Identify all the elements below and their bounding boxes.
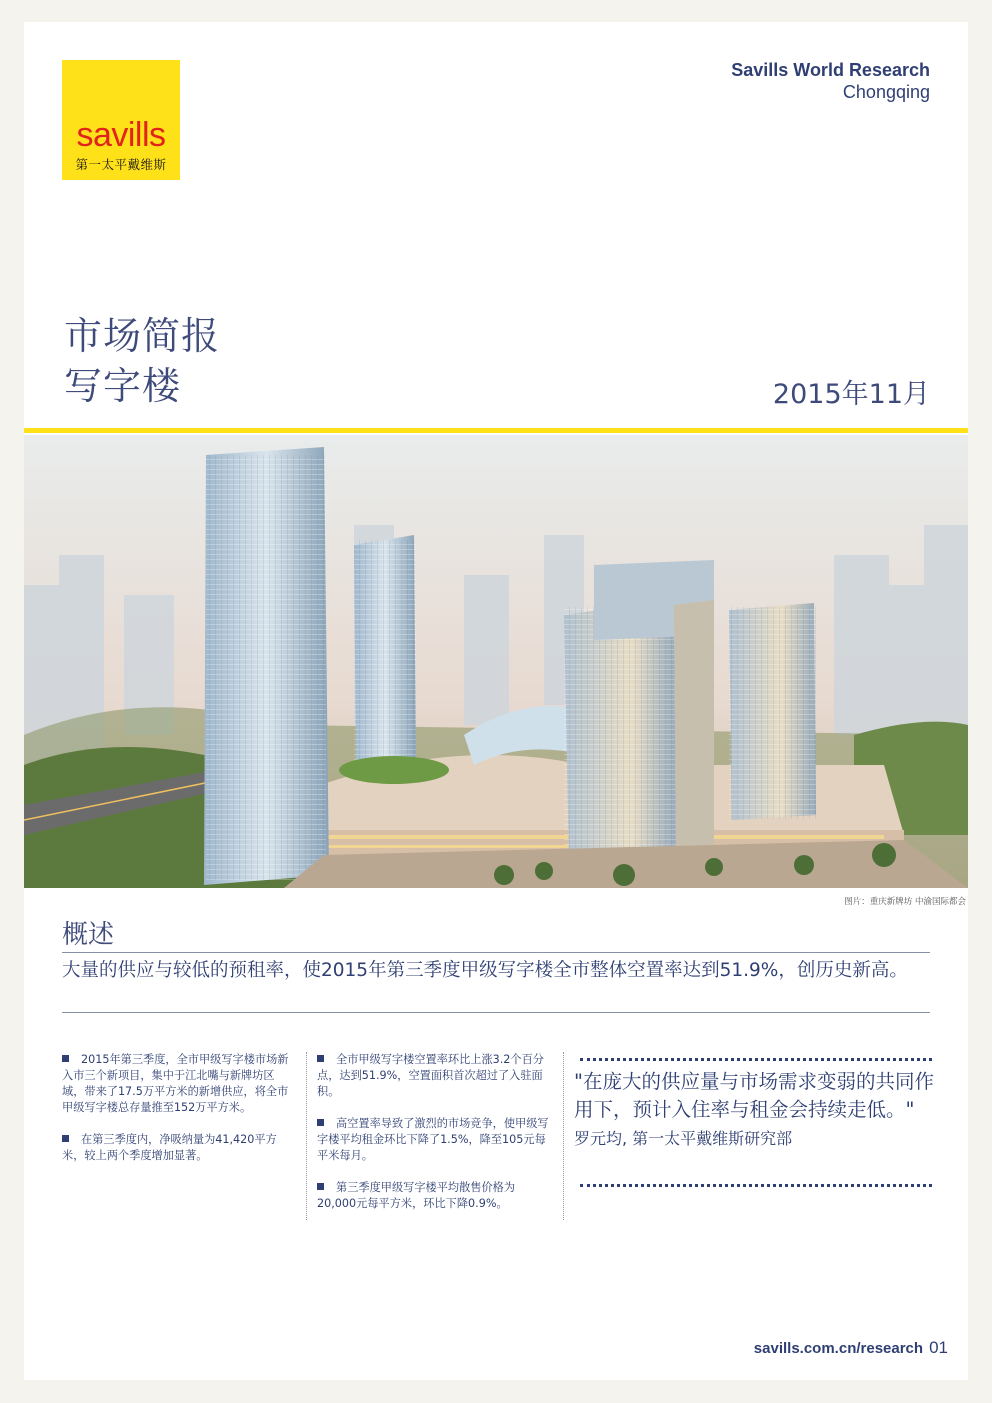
- page-footer: [754, 1338, 948, 1358]
- page-title: 市场简报: [64, 314, 221, 358]
- header-brand: Savills World Research: [731, 60, 930, 80]
- yellow-divider: [24, 428, 968, 433]
- bullet-paragraph: 在第三季度内，净吸纳量为41,420平方米，较上两个季度增加显著。: [62, 1133, 277, 1162]
- quote-dotted-rule-top: [580, 1058, 932, 1061]
- logo-chinese-name: 第一太平戴维斯: [75, 157, 167, 172]
- quote-dotted-rule-bottom: [580, 1184, 932, 1187]
- square-bullet-icon: [317, 1183, 324, 1190]
- photo-credit: 图片：重庆新牌坊 中渝国际都会: [844, 897, 966, 907]
- square-bullet-icon: [62, 1135, 69, 1142]
- footer-url-link[interactable]: savills.com.cn/research: [753, 1340, 924, 1357]
- bullet-paragraph: 2015年第三季度，全市甲级写字楼市场新入市三个新项目，集中于江北嘴与新牌坊区域，带来了17.5万平方米的新增供应，将全市甲级写字楼总存量推至152万平方米。: [62, 1053, 289, 1114]
- logo-wordmark: savills: [76, 116, 166, 154]
- bullet-paragraph: 第三季度甲级写字楼平均散售价格为20,000元每平方米，环比下降0.9%。: [317, 1181, 516, 1210]
- column-2: [317, 1052, 549, 1228]
- hero-photo: [24, 435, 968, 888]
- square-bullet-icon: [62, 1055, 69, 1062]
- bullet-paragraph: 全市甲级写字楼空置率环比上涨3.2个百分点，达到51.9%，空置面积首次超过了入驻面积。: [317, 1053, 544, 1098]
- square-bullet-icon: [317, 1119, 324, 1126]
- column-divider: [563, 1052, 564, 1220]
- lead-summary: 大量的供应与较低的预租率，使2015年第三季度甲级写字楼全市整体空置率达到51.9%，创历史新高。: [62, 960, 908, 981]
- section-rule-bottom: [62, 1012, 930, 1013]
- pull-quote: [574, 1068, 934, 1153]
- quote-attribution: 罗元均, 第一太平戴维斯研究部: [574, 1129, 793, 1148]
- issue-date: 2015年11月: [772, 379, 930, 410]
- column-1: [62, 1052, 294, 1180]
- quote-text: "在庞大的供应量与市场需求变弱的共同作用下，预计入住率与租金会持续走低。": [574, 1070, 934, 1121]
- page-number: 01: [929, 1338, 948, 1357]
- savills-logo: [62, 60, 180, 180]
- city-skyline-illustration: [24, 435, 968, 888]
- header-city: Chongqing: [842, 82, 930, 102]
- column-divider: [306, 1052, 307, 1220]
- page-subtitle: 写字楼: [64, 364, 182, 408]
- section-title: 概述: [62, 920, 115, 950]
- section-rule-top: [62, 952, 930, 953]
- bullet-paragraph: 高空置率导致了激烈的市场竞争，使甲级写字楼平均租金环比下降了1.5%，降至105元每平米每月。: [317, 1117, 549, 1162]
- square-bullet-icon: [317, 1055, 324, 1062]
- document-page: [24, 22, 968, 1380]
